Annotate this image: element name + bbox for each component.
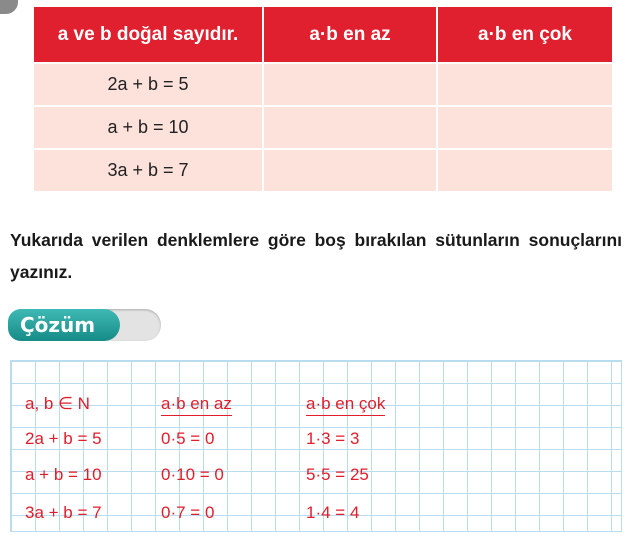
problem-table-header-row bbox=[33, 6, 613, 63]
solution-row bbox=[11, 465, 621, 495]
table-row bbox=[33, 149, 613, 192]
solution-header-condition: a, b ∈ N bbox=[25, 394, 90, 413]
empty-min-cell bbox=[263, 106, 437, 149]
empty-max-cell bbox=[437, 63, 613, 106]
header-condition: a ve b doğal sayıdır. bbox=[33, 6, 263, 63]
solution-row bbox=[11, 503, 621, 533]
header-max-product: a·b en çok bbox=[437, 6, 613, 63]
solution-max-value: 1·4 = 4 bbox=[306, 503, 360, 522]
solution-row bbox=[11, 429, 621, 459]
table-row bbox=[33, 63, 613, 106]
solution-label: Çözüm bbox=[20, 313, 96, 337]
equation-cell: 2a + b = 5 bbox=[33, 63, 263, 106]
equation-cell: a + b = 10 bbox=[33, 106, 263, 149]
corner-marker bbox=[0, 0, 18, 14]
solution-label-pill bbox=[8, 309, 161, 341]
solution-header-row bbox=[11, 394, 621, 424]
solution-equation: 3a + b = 7 bbox=[25, 503, 102, 522]
equation-cell: 3a + b = 7 bbox=[33, 149, 263, 192]
solution-header-max: a·b en çok bbox=[306, 394, 385, 416]
solution-max-value: 1·3 = 3 bbox=[306, 429, 360, 448]
solution-min-value: 0·10 = 0 bbox=[161, 465, 224, 484]
solution-grid bbox=[10, 360, 622, 532]
empty-min-cell bbox=[263, 149, 437, 192]
solution-min-value: 0·7 = 0 bbox=[161, 503, 215, 522]
solution-equation: a + b = 10 bbox=[25, 465, 102, 484]
empty-max-cell bbox=[437, 149, 613, 192]
solution-min-value: 0·5 = 0 bbox=[161, 429, 215, 448]
empty-max-cell bbox=[437, 106, 613, 149]
problem-table bbox=[32, 5, 614, 193]
header-min-product: a·b en az bbox=[263, 6, 437, 63]
instruction-text: Yukarıda verilen denklemlere göre boş bırakılan sütunların sonuçlarını yazınız. bbox=[10, 230, 622, 282]
empty-min-cell bbox=[263, 63, 437, 106]
table-row bbox=[33, 106, 613, 149]
solution-max-value: 5·5 = 25 bbox=[306, 465, 369, 484]
solution-header-min: a·b en az bbox=[161, 394, 232, 416]
solution-equation: 2a + b = 5 bbox=[25, 429, 102, 448]
